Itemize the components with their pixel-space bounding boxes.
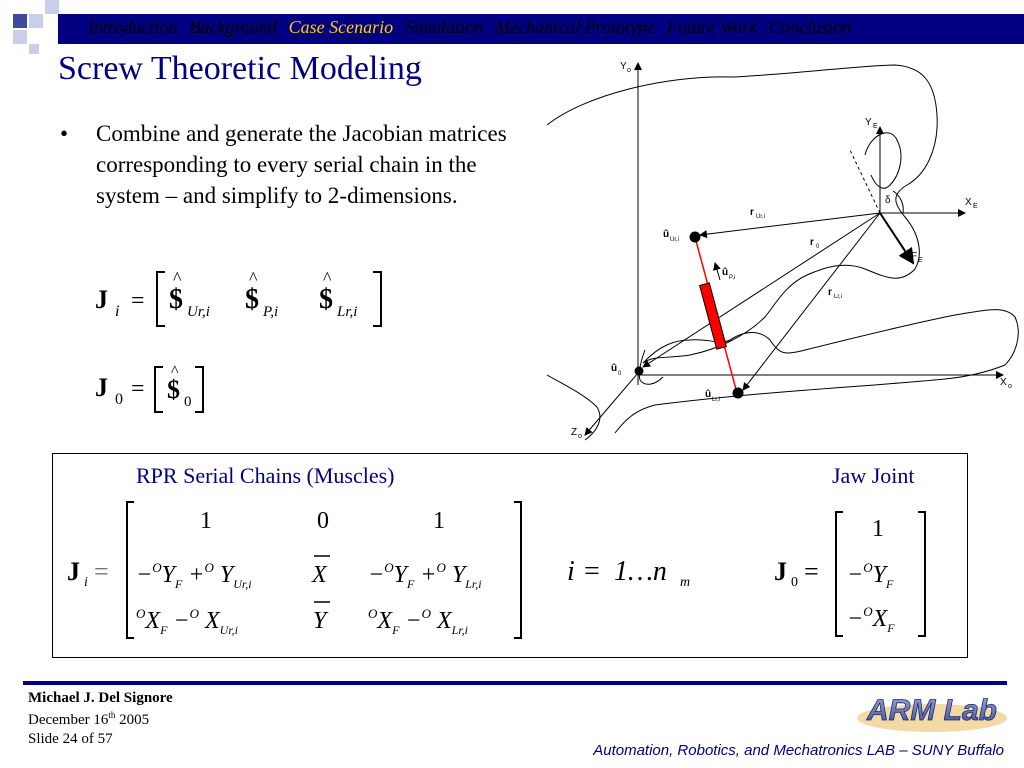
j0-r3: $-^OX_F$ <box>847 604 895 635</box>
deco-square-1 <box>13 14 27 28</box>
logo-text: ARM Lab <box>867 694 997 727</box>
matrix-r3c3: $^OX_F -^O$ $X_{Lr,i}$ <box>368 606 469 637</box>
eq-j0-term: $ <box>167 375 180 404</box>
label-fe-sub: E <box>918 257 923 264</box>
joint-0 <box>635 367 643 375</box>
label-u0-sub: 0 <box>618 371 622 377</box>
footer-date-day: December 16 <box>28 712 109 728</box>
vector-r-ur <box>700 213 880 235</box>
section-nav <box>88 17 851 41</box>
label-y0: Y <box>620 61 627 72</box>
footer-divider <box>23 681 1007 685</box>
box-j0-bracket-right <box>918 512 925 636</box>
eq-ji-term1-sub: Ur,i <box>187 304 210 320</box>
delta-line <box>850 150 880 213</box>
j0-r1: 1 <box>872 516 884 542</box>
label-r-ur-sub: Ur,i <box>756 214 765 220</box>
box-j0-eq: = <box>804 557 819 586</box>
bullet-text: Combine and generate the Jacobian matrices corresponding to every serial chain in the system – and simplify to 2-dimensions. <box>96 121 507 208</box>
label-ye-sub: E <box>873 123 878 130</box>
label-xe: X <box>965 197 972 208</box>
page-title: Screw Theoretic Modeling <box>58 50 422 87</box>
box-ji-eq: = <box>94 557 109 586</box>
eq-ji-bracket-right <box>373 272 381 326</box>
eq-ji-term2: $ <box>245 284 259 315</box>
range-i: i <box>567 556 575 587</box>
label-r0-sub: 0 <box>816 244 820 250</box>
joint-lr <box>733 388 743 398</box>
matrix-r2c3: $-^OY_F +^O$ $Y_{Lr,i}$ <box>368 560 482 591</box>
box-matrix-bracket-right <box>514 502 521 638</box>
rpr-label: RPR Serial Chains (Muscles) <box>136 463 395 488</box>
deco-square-3 <box>13 30 27 44</box>
label-delta: δ <box>885 195 891 206</box>
bullet-symbol: • <box>60 121 69 146</box>
condyle-outline <box>865 133 901 188</box>
matrix-row2 <box>136 556 482 591</box>
vector-u-p <box>715 263 720 280</box>
bullet-point <box>60 118 510 211</box>
range-rest: 1…n <box>614 556 667 587</box>
box-ji-lhs: J <box>67 557 80 586</box>
footer-date-sup: th <box>108 710 116 720</box>
nav-item-introduction[interactable]: Introduction <box>88 17 178 37</box>
eq-j0-term-sub: 0 <box>184 394 192 410</box>
delta-arc <box>893 191 903 213</box>
eq-ji-bracket-left <box>157 272 165 326</box>
label-u-ur: û <box>663 229 670 240</box>
eq-ji-eq: = <box>131 288 145 314</box>
label-u0: û <box>611 363 618 374</box>
nav-item-future-work[interactable]: Future Work <box>666 17 758 37</box>
range-sub: m <box>680 575 691 590</box>
eq-ji-term3-sub: Lr,i <box>337 304 358 320</box>
matrix-r1c2: 0 <box>317 508 329 534</box>
eq-j0-eq: = <box>131 376 145 402</box>
nav-item-case-scenario[interactable]: Case Scenario <box>288 17 394 37</box>
matrix-row3 <box>136 602 468 637</box>
eq-ji-term1: $ <box>169 284 183 315</box>
box-j0-bracket-left <box>836 512 843 636</box>
deco-square-5 <box>29 44 39 54</box>
nav-item-simulation[interactable]: Simulation <box>405 17 484 37</box>
hat-1: ^ <box>173 268 182 288</box>
label-u-p: û <box>722 267 729 278</box>
label-u-p-sub: P,i <box>729 275 736 281</box>
hat-2: ^ <box>249 268 258 288</box>
matrix-r1c1: 1 <box>200 508 212 534</box>
label-r-lr-sub: Lr,i <box>834 294 843 300</box>
joint-ur <box>690 232 700 242</box>
eq-j0-bracket-right <box>195 367 203 412</box>
matrix-r3c2: Y <box>313 608 327 634</box>
footer-date-year: 2005 <box>115 712 150 728</box>
jaw-diagram <box>545 55 1024 445</box>
label-fe: F <box>911 251 918 262</box>
footer-author: Michael J. Del Signore <box>28 690 173 706</box>
label-y0-sub: o <box>627 67 631 74</box>
arm-lab-logo <box>852 688 1012 736</box>
eq-ji-term3: $ <box>319 284 333 315</box>
deco-square-2 <box>29 14 43 28</box>
equation-ji <box>95 268 395 330</box>
nav-item-background[interactable]: Background <box>189 17 277 37</box>
label-x0: X <box>1000 377 1007 388</box>
label-r-lr: r <box>828 287 832 298</box>
deco-square-4 <box>45 0 59 14</box>
label-u-ur-sub: Ur,i <box>670 237 679 243</box>
eq-ji-term2-sub: P,i <box>263 304 279 320</box>
range-eq: = <box>584 556 600 587</box>
eq-j0-sub: 0 <box>115 391 123 408</box>
matrix-r1c3: 1 <box>433 508 445 534</box>
hat-0: ^ <box>171 364 179 380</box>
box-j0-sub: 0 <box>791 575 798 590</box>
axis-z0 <box>585 373 638 435</box>
footer-slide-number: Slide 24 of 57 <box>28 731 113 747</box>
jaw-label: Jaw Joint <box>832 463 915 488</box>
equation-j0 <box>95 364 225 416</box>
j0-r2: $-^OY_F$ <box>847 560 894 591</box>
box-equations <box>62 496 962 646</box>
label-r0: r <box>810 237 814 248</box>
nav-item-mechanical-prototype[interactable]: Mechanical Prototype <box>495 17 655 37</box>
label-u-lr-sub: Lr,i <box>712 397 721 403</box>
box-j0-lhs: J <box>774 557 787 586</box>
matrix-r2c1: $-^OY_F +^O$ $Y_{Ur,i}$ <box>136 560 252 591</box>
label-z0: Z <box>571 427 578 438</box>
label-xe-sub: E <box>973 203 978 210</box>
eq-ji-lhs: J <box>95 285 108 314</box>
eq-j0-bracket-left <box>155 367 163 412</box>
label-u-lr: û <box>705 389 712 400</box>
nav-item-conclusion[interactable]: Conclusion <box>769 17 852 37</box>
box-ji-sub: i <box>84 575 88 590</box>
eq-j0-lhs: J <box>95 373 108 402</box>
mandible-outline <box>615 310 1018 433</box>
footer-lab-caption: Automation, Robotics, and Mechatronics LAB – SUNY Buffalo <box>593 742 1004 759</box>
eq-ji-sub: i <box>115 303 120 320</box>
matrix-r3c1: $^OX_F -^O$ $X_{Ur,i}$ <box>136 606 239 637</box>
label-x0-sub: o <box>1008 383 1012 390</box>
label-ye: Y <box>865 117 872 128</box>
box-matrix-bracket-left <box>127 502 134 638</box>
label-r-ur: r <box>750 207 754 218</box>
hat-3: ^ <box>323 268 332 288</box>
matrix-r2c2: X <box>312 562 327 588</box>
label-z0-sub: o <box>578 433 582 440</box>
footer-date <box>28 710 149 729</box>
